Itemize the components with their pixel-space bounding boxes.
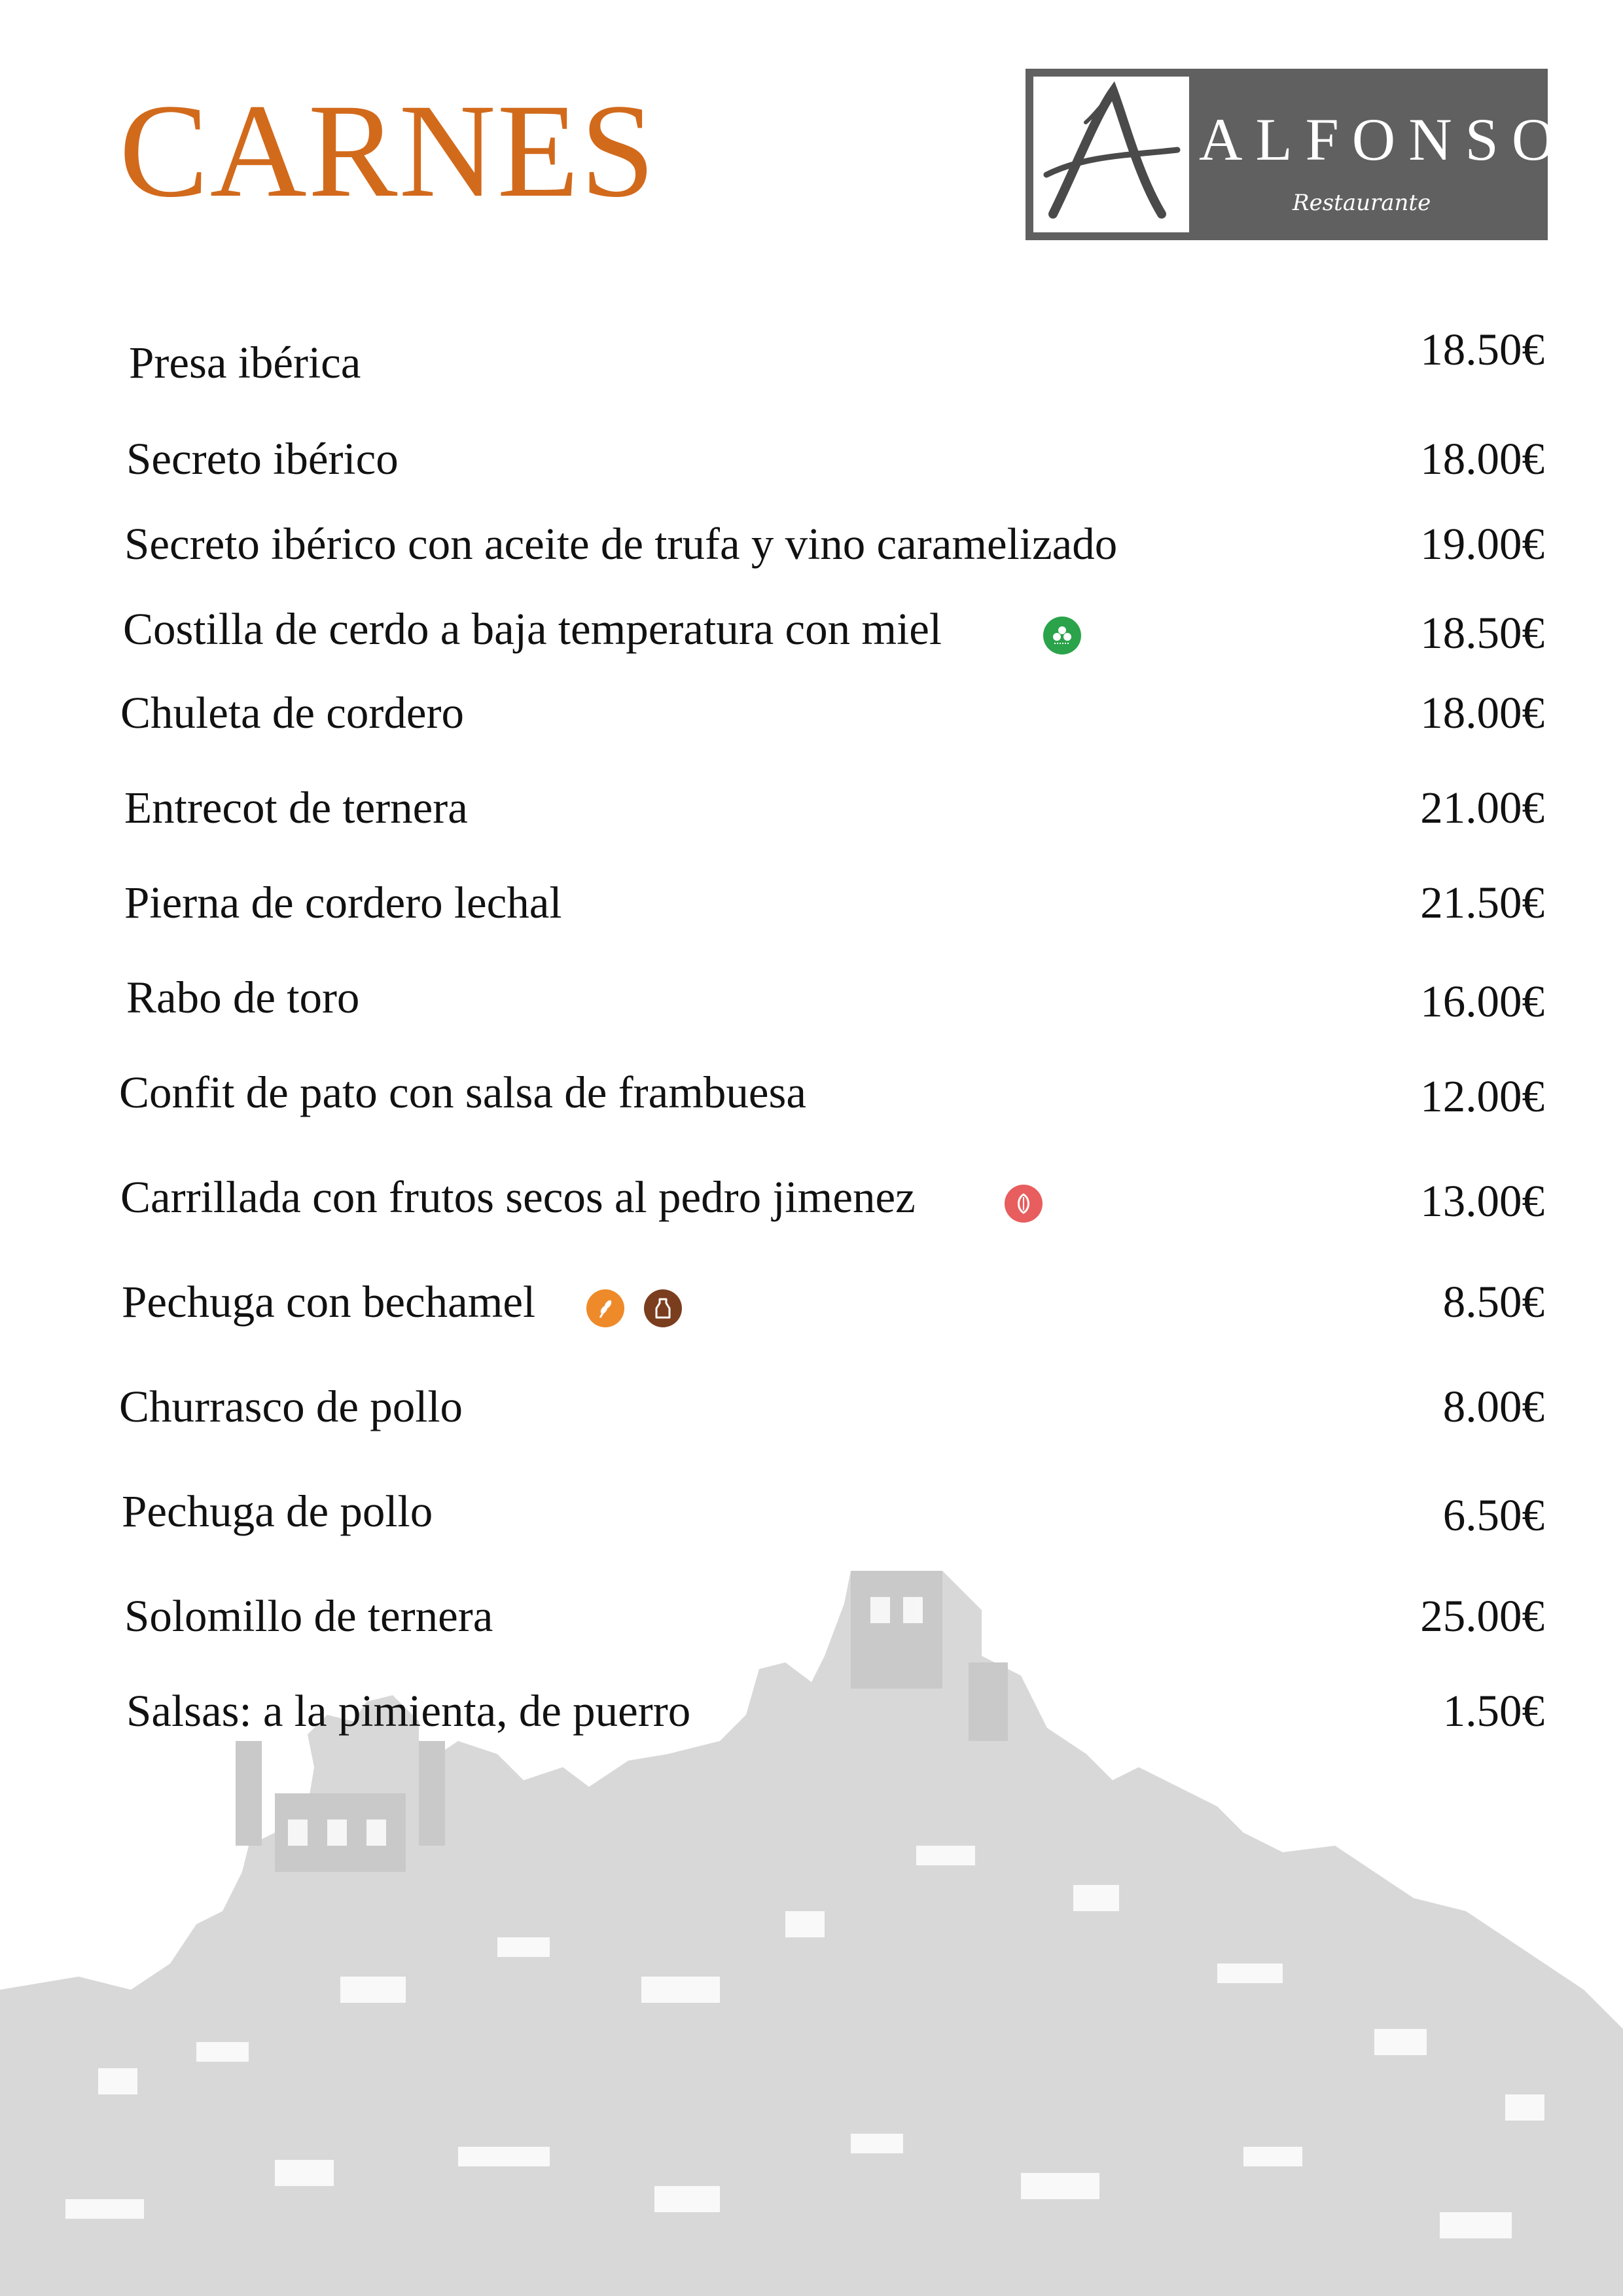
menu-item-pechuga-pollo (0, 1486, 1623, 1564)
logo-subtitle: Restaurante (1293, 190, 1431, 216)
menu-item-entrecot-ternera (0, 782, 1623, 861)
menu-item-pechuga-bechamel (0, 1276, 1623, 1355)
item-name: Secreto ibérico con aceite de trufa y vino caramelizado (124, 519, 1118, 569)
item-price: 18.50€ (1420, 608, 1544, 658)
item-name: Salsas: a la pimienta, de puerro (126, 1686, 691, 1736)
logo-name: ALFONSO (1199, 106, 1569, 173)
logo-a-icon (1033, 77, 1189, 232)
item-name: Costilla de cerdo a baja temperatura con miel (123, 604, 942, 654)
item-name: Rabo de toro (126, 973, 360, 1022)
town-illustration-background (0, 1571, 1623, 2296)
restaurant-logo (1026, 69, 1569, 240)
menu-item-carrillada (0, 1172, 1623, 1250)
menu-item-chuleta-cordero (0, 687, 1623, 766)
item-price: 21.00€ (1420, 783, 1544, 833)
item-price: 8.00€ (1442, 1382, 1544, 1431)
item-price: 18.50€ (1420, 325, 1544, 374)
item-name: Churrasco de pollo (119, 1382, 463, 1431)
item-name: Presa ibérica (129, 338, 361, 387)
menu-item-solomillo-ternera (0, 1590, 1623, 1669)
item-name: Carrillada con frutos secos al pedro jimenez (120, 1172, 916, 1222)
nuts-icon (1005, 1185, 1043, 1223)
item-price: 21.50€ (1420, 878, 1544, 927)
item-price: 16.00€ (1420, 977, 1544, 1026)
item-price: 12.00€ (1420, 1071, 1544, 1121)
item-name: Pechuga con bechamel (122, 1277, 536, 1327)
milk-icon (644, 1289, 682, 1327)
item-price: 19.00€ (1420, 519, 1544, 569)
item-price: 1.50€ (1442, 1686, 1544, 1736)
item-name: Solomillo de ternera (124, 1591, 493, 1641)
menu-item-pierna-cordero (0, 877, 1623, 956)
item-name: Chuleta de cordero (120, 688, 464, 738)
item-price: 25.00€ (1420, 1591, 1544, 1641)
item-name: Secreto ibérico (126, 434, 399, 484)
item-price: 18.00€ (1420, 434, 1544, 484)
menu-item-salsas (0, 1685, 1623, 1764)
item-price: 18.00€ (1420, 688, 1544, 738)
menu-item-secreto-iberico-trufa (0, 518, 1623, 597)
lupin-icon (1043, 617, 1081, 655)
menu-item-presa-iberica (0, 325, 1623, 416)
logo-monogram-icon (1033, 77, 1189, 232)
menu-item-secreto-iberico (0, 433, 1623, 512)
menu-item-churrasco-pollo (0, 1381, 1623, 1460)
menu-item-confit-pato (0, 1067, 1623, 1145)
item-name: Entrecot de ternera (124, 783, 468, 833)
item-name: Pechuga de pollo (122, 1486, 433, 1536)
item-price: 6.50€ (1442, 1490, 1544, 1540)
menu-item-rabo-toro (0, 972, 1623, 1050)
item-name: Confit de pato con salsa de frambuesa (119, 1067, 806, 1117)
item-name: Pierna de cordero lechal (124, 878, 562, 927)
item-price: 13.00€ (1420, 1176, 1544, 1226)
page-title: CARNES (119, 77, 656, 225)
menu-item-costilla-cerdo (0, 603, 1623, 682)
item-price: 8.50€ (1442, 1277, 1544, 1327)
gluten-icon (586, 1289, 624, 1327)
